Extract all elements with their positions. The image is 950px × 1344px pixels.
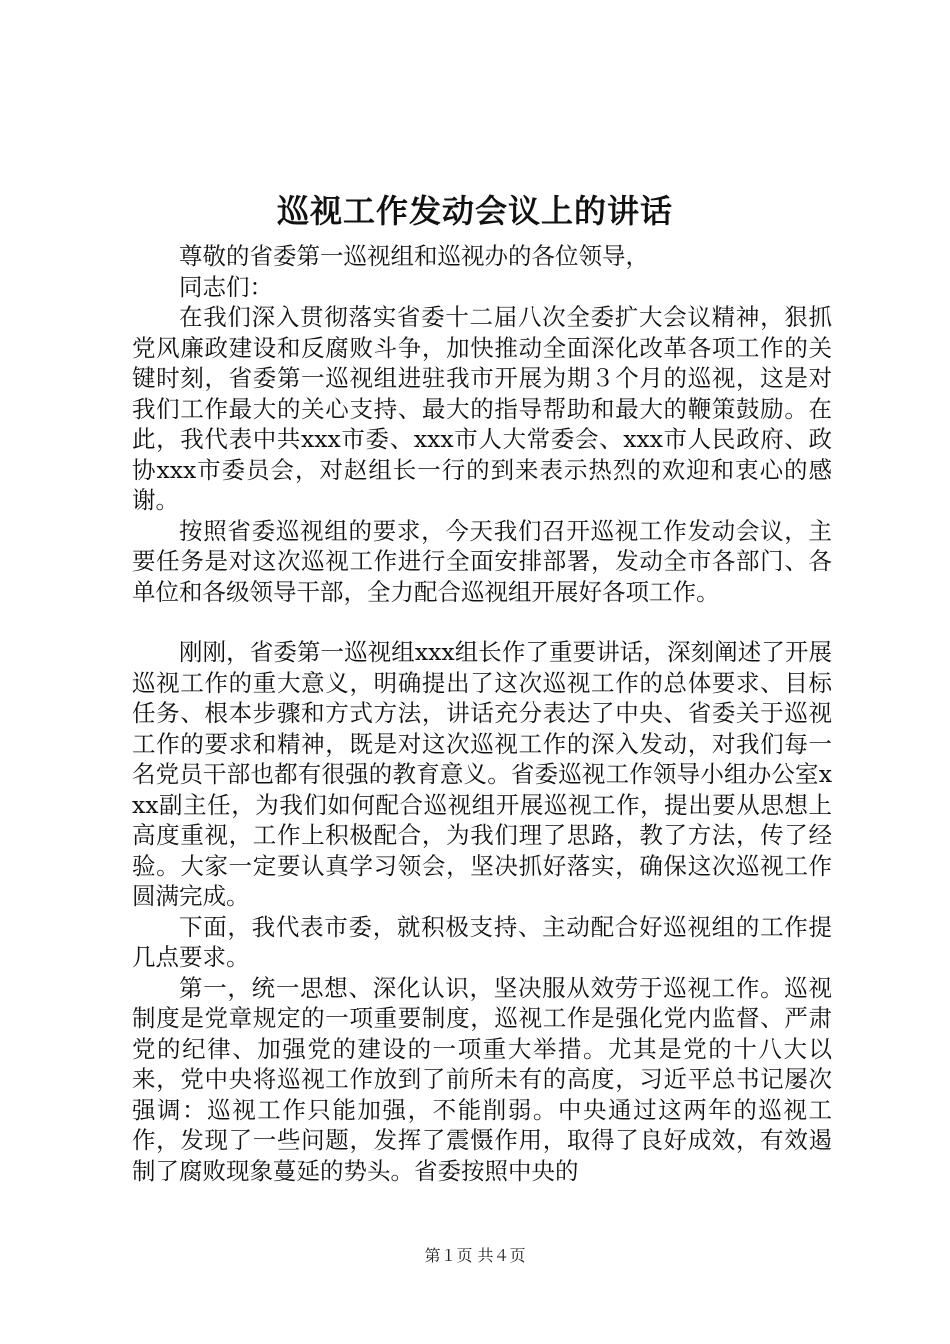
body-paragraph: 在我们深入贯彻落实省委十二届八次全委扩大会议精神，狠抓党风廉政建设和反腐败斗争，加快推动全面深化改革各项工作的关键时刻，省委第一巡视组进驻我市开展为期３个月的巡视，这是对我们工作最大的关心支持、最大的指导帮助和最大的鞭策鼓励。在此，我代表中共xxx市委、xxx市人大常委会、xxx市人民政府、政协xxx市委员会，对赵组长一行的到来表示热烈的欢迎和衷心的感谢。 <box>132 303 832 514</box>
document-title: 巡视工作发动会议上的讲话 <box>276 192 673 230</box>
body-paragraph: 下面，我代表市委，就积极支持、主动配合好巡视组的工作提几点要求。 <box>132 912 832 971</box>
salutation-line: 尊敬的省委第一巡视组和巡视办的各位领导， <box>179 242 649 270</box>
salutation-line: 同志们： <box>179 272 273 301</box>
page-number-footer: 第１页 共４页 <box>424 1246 526 1265</box>
body-paragraph: 第一，统一思想、深化认识，坚决服从效劳于巡视工作。巡视制度是党章规定的一项重要制度，巡视工作是强化党内监督、严肃党的纪律、加强党的建设的一项重大举措。尤其是党的十八大以来，党中央将巡视工作放到了前所未有的高度，习近平总书记屡次强调：巡视工作只能加强，不能削弱。中央通过这两年的巡视工作，发现了一些问题，发挥了震慑作用，取得了良好成效，有效遏制了腐败现象蔓延的势头。省委按照中央的 <box>132 973 832 1185</box>
body-paragraph: 刚刚，省委第一巡视组xxx组长作了重要讲话，深刻阐述了开展巡视工作的重大意义，明确提出了这次巡视工作的总体要求、目标任务、根本步骤和方式方法，讲话充分表达了中央、省委关于巡视工作的要求和精神，既是对这次巡视工作的深入发动，对我们每一名党员干部也都有很强的教育意义。省委巡视工作领导小组办公室xxx副主任，为我们如何配合巡视组开展巡视工作，提出要从思想上高度重视，工作上积极配合，为我们理了思路，教了方法，传了经验。大家一定要认真学习领会，坚决抓好落实，确保这次巡视工作圆满完成。 <box>132 638 832 910</box>
body-paragraph: 按照省委巡视组的要求，今天我们召开巡视工作发动会议，主要任务是对这次巡视工作进行全面安排部署，发动全市各部门、各单位和各级领导干部，全力配合巡视组开展好各项工作。 <box>132 516 832 606</box>
document-body <box>132 241 832 1186</box>
